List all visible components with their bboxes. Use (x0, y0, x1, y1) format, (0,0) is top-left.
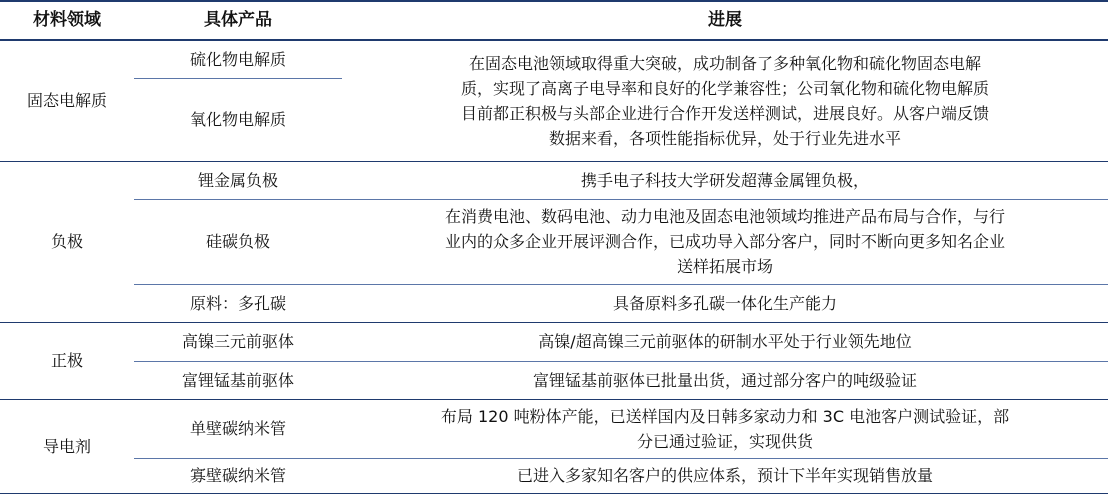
progress-line: 高镍/超高镍三元前驱体的研制水平处于行业领先地位 (538, 332, 912, 351)
progress-cell (342, 322, 1108, 361)
table-row (0, 161, 1108, 199)
progress-line: 已进入多家知名客户的供应体系，预计下半年实现销售放量 (516, 466, 933, 485)
product-cell: 寡壁碳纳米管 (134, 458, 342, 493)
domain-cell: 导电剂 (0, 399, 134, 493)
progress-line: 数据来看，各项性能指标优异，处于行业先进水平 (548, 128, 901, 148)
progress-cell (342, 399, 1108, 458)
progress-cell (342, 40, 1108, 161)
table-row (0, 322, 1108, 361)
product-cell: 硫化物电解质 (134, 40, 342, 78)
table-row (0, 399, 1108, 458)
header-domain: 材料领域 (0, 1, 134, 40)
progress-line: 质，实现了高离子电导率和良好的化学兼容性；公司氧化物和硫化物电解质 (460, 78, 989, 98)
progress-line: 目前都正积极与头部企业进行合作开发送样测试，进展良好。从客户端反馈 (460, 103, 989, 123)
product-cell: 锂金属负极 (134, 161, 342, 199)
product-cell: 富锂锰基前驱体 (134, 361, 342, 399)
progress-cell (342, 361, 1108, 399)
product-cell: 单壁碳纳米管 (134, 399, 342, 458)
progress-line: 分已通过验证，实现供货 (636, 431, 813, 451)
table-row (0, 361, 1108, 399)
progress-line: 携手电子科技大学研发超薄金属锂负极， (580, 170, 869, 190)
progress-line: 在固态电池领域取得重大突破，成功制备了多种氧化物和硫化物固态电解 (468, 53, 981, 73)
product-cell: 原料：多孔碳 (134, 284, 342, 322)
header-product: 具体产品 (134, 1, 342, 40)
product-cell: 氧化物电解质 (134, 78, 342, 161)
product-cell: 硅碳负极 (134, 199, 342, 284)
table-row (0, 458, 1108, 493)
progress-line: 送样拓展市场 (676, 257, 773, 276)
table-row (0, 284, 1108, 322)
progress-cell (342, 199, 1108, 284)
progress-line: 业内的众多企业开展评测合作，已成功导入部分客户，同时不断向更多知名企业 (444, 232, 1005, 251)
table-header-row (0, 1, 1108, 40)
domain-cell: 正极 (0, 322, 134, 399)
domain-cell: 固态电解质 (0, 40, 134, 161)
header-progress: 进展 (342, 1, 1108, 40)
table-row (0, 199, 1108, 284)
product-cell: 高镍三元前驱体 (134, 322, 342, 361)
progress-cell (342, 161, 1108, 199)
progress-line: 布局 120 吨粉体产能，已送样国内及日韩多家动力和 3C 电池客户测试验证，部 (440, 406, 1010, 426)
progress-cell (342, 458, 1108, 493)
progress-line: 富锂锰基前驱体已批量出货，通过部分客户的吨级验证 (532, 370, 917, 390)
progress-line: 在消费电池、数码电池、动力电池及固态电池领域均推进产品布局与合作，与行 (444, 207, 1005, 226)
table-row (0, 40, 1108, 78)
progress-cell (342, 284, 1108, 322)
progress-line: 具备原料多孔碳一体化生产能力 (612, 293, 837, 313)
domain-cell: 负极 (0, 161, 134, 322)
